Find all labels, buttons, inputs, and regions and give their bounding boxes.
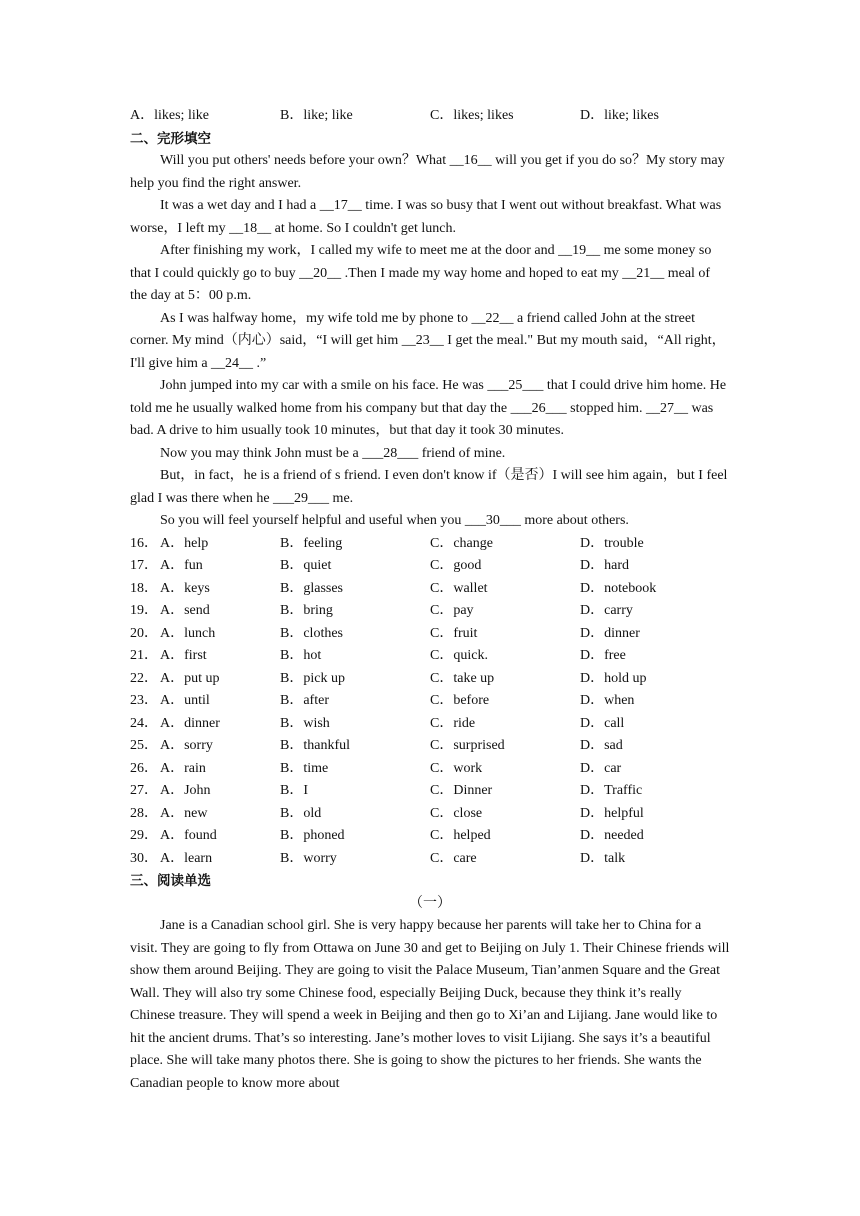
- cloze-paragraph: But，in fact，he is a friend of s friend. I even don't know if（是否）I will see him again，but I feel glad I was there when he ___29___ me.: [130, 468, 728, 506]
- question-number: 21．: [130, 648, 158, 663]
- option-row: [130, 735, 730, 758]
- option-b: B．old: [280, 805, 322, 821]
- option-b: B．hot: [280, 648, 322, 663]
- option-a-text: A．found: [160, 828, 217, 843]
- option-a-text: A．rain: [160, 760, 206, 776]
- cloze-paragraph: Now you may think John must be a ___28___ friend of mine.: [160, 445, 506, 461]
- option-c: C．wallet: [430, 580, 488, 596]
- option-d: D．Traffic: [580, 783, 643, 798]
- option-a: [130, 780, 280, 803]
- option-a: [130, 623, 280, 646]
- option-d: D．dinner: [580, 625, 640, 641]
- option-b: B．wish: [280, 715, 330, 731]
- option-d: D．free: [580, 648, 626, 663]
- cloze-paragraph: As I was halfway home，my wife told me by phone to __22__ a friend called John at the street corner. My mind（内心）said，“I will get him __23__ I get the meal." But my mouth said，“All right，I'll give him a __24__ .”: [130, 310, 726, 371]
- option-row: [130, 690, 730, 713]
- option-a: [130, 803, 280, 826]
- option-a-text: A．first: [160, 648, 207, 663]
- option-row: [130, 713, 730, 736]
- question-number: 19．: [130, 603, 158, 618]
- option-d: D．helpful: [580, 805, 644, 821]
- question-number: 29．: [130, 828, 158, 843]
- option-a: [130, 555, 280, 578]
- q15-option-c: C．likes; likes: [430, 108, 514, 123]
- option-a: [130, 578, 280, 601]
- option-b: B．I: [280, 783, 308, 798]
- option-d: D．call: [580, 715, 625, 731]
- option-b: B．glasses: [280, 580, 343, 596]
- cloze-paragraph: Will you put others' needs before your own？What __16__ will you get if you do so？My story may help you find the right answer.: [130, 153, 725, 191]
- option-b: B．thankful: [280, 738, 350, 753]
- option-c: C．good: [430, 558, 482, 573]
- option-c: C．work: [430, 760, 483, 776]
- question-number: 23．: [130, 693, 158, 708]
- option-row: [130, 578, 730, 601]
- cloze-paragraph: John jumped into my car with a smile on his face. He was ___25___ that I could drive him home. He told me he usually walked home from his company but that day the ___26___ stopped him. __27__ was bad. A drive to him usually took 10 minutes，but that day it took 30 minutes.: [130, 378, 727, 438]
- question-number: 20．: [130, 625, 158, 641]
- option-a: [130, 690, 280, 713]
- option-b: B．feeling: [280, 535, 343, 551]
- option-a-text: A．put up: [160, 670, 220, 686]
- section-2-heading: 二、完形填空: [130, 130, 211, 147]
- passage-1-label: （一）: [409, 895, 451, 911]
- option-a-text: A．John: [160, 783, 211, 798]
- option-row: [130, 600, 730, 623]
- question-number: 16．: [130, 535, 158, 551]
- cloze-options-list: [130, 533, 730, 871]
- option-a-text: A．sorry: [160, 738, 213, 753]
- option-row: [130, 645, 730, 668]
- option-a: [130, 600, 280, 623]
- option-c: C．care: [430, 850, 477, 866]
- option-a: [130, 713, 280, 736]
- option-d: D．sad: [580, 738, 623, 753]
- option-c: C．ride: [430, 715, 476, 731]
- option-b: B．worry: [280, 850, 337, 866]
- question-number: 30．: [130, 850, 158, 866]
- option-row: [130, 623, 730, 646]
- q15-option-a: A．likes; like: [130, 108, 209, 123]
- option-row: [130, 848, 730, 871]
- question-number: 24．: [130, 715, 158, 731]
- option-c: C．Dinner: [430, 783, 493, 798]
- option-b: B．clothes: [280, 625, 343, 641]
- option-row: [130, 533, 730, 556]
- option-c: C．fruit: [430, 625, 478, 641]
- option-c: C．surprised: [430, 738, 505, 753]
- option-c: C．take up: [430, 670, 495, 686]
- option-a-text: A．until: [160, 693, 210, 708]
- question-number: 27．: [130, 783, 158, 798]
- option-d: D．notebook: [580, 580, 657, 596]
- option-d: D．carry: [580, 603, 633, 618]
- option-c: C．close: [430, 805, 483, 821]
- option-d: D．needed: [580, 828, 644, 843]
- option-a: [130, 533, 280, 556]
- cloze-paragraph: So you will feel yourself helpful and useful when you ___30___ more about others.: [160, 513, 629, 528]
- option-d: D．talk: [580, 850, 626, 866]
- option-a-text: A．dinner: [160, 715, 220, 731]
- question-number: 17．: [130, 558, 158, 573]
- q15-options: [130, 105, 730, 128]
- option-c: C．change: [430, 535, 493, 551]
- option-b: B．pick up: [280, 670, 345, 686]
- question-number: 28．: [130, 805, 158, 821]
- question-number: 22．: [130, 670, 158, 686]
- option-c: C．quick.: [430, 648, 488, 663]
- option-c: C．helped: [430, 828, 491, 843]
- q15-option-d: D．like; likes: [580, 108, 659, 123]
- option-row: [130, 668, 730, 691]
- option-b: B．phoned: [280, 828, 345, 843]
- option-a-text: A．learn: [160, 850, 213, 866]
- option-a: [130, 758, 280, 781]
- question-number: 18．: [130, 580, 158, 596]
- option-a: [130, 848, 280, 871]
- option-a: [130, 825, 280, 848]
- option-a-text: A．new: [160, 805, 208, 821]
- question-number: 26．: [130, 760, 158, 776]
- option-row: [130, 803, 730, 826]
- option-row: [130, 555, 730, 578]
- option-a: [130, 735, 280, 758]
- option-a: [130, 668, 280, 691]
- option-d: D．trouble: [580, 535, 644, 551]
- option-d: D．hard: [580, 558, 629, 573]
- question-number: 25．: [130, 738, 158, 753]
- option-a-text: A．send: [160, 603, 210, 618]
- option-c: C．before: [430, 693, 490, 708]
- option-row: [130, 780, 730, 803]
- option-a: [130, 645, 280, 668]
- option-a-text: A．keys: [160, 580, 210, 596]
- option-b: B．time: [280, 760, 329, 776]
- option-d: D．when: [580, 693, 635, 708]
- cloze-paragraph: After finishing my work，I called my wife to meet me at the door and __19__ me some money so that I could quickly go to buy __20__ .Then I made my way home and hoped to eat my __21__ meal of the day at 5：00 p.m.: [130, 243, 712, 303]
- option-a-text: A．lunch: [160, 625, 216, 641]
- option-a-text: A．help: [160, 535, 209, 551]
- option-b: B．bring: [280, 603, 333, 618]
- option-c: C．pay: [430, 603, 474, 618]
- section-3-heading: 三、阅读单选: [130, 873, 211, 889]
- document-page: [130, 105, 730, 1095]
- option-row: [130, 758, 730, 781]
- option-d: D．hold up: [580, 670, 647, 686]
- option-b: B．quiet: [280, 558, 332, 573]
- cloze-passage: [130, 150, 730, 533]
- option-row: [130, 825, 730, 848]
- cloze-paragraph: It was a wet day and I had a __17__ time. I was so busy that I went out without breakfast. What was worse，I left my __18__ at home. So I couldn't get lunch.: [130, 198, 722, 236]
- q15-option-b: B．like; like: [280, 108, 353, 123]
- reading-passage-1: Jane is a Canadian school girl. She is very happy because her parents will take her to China for a visit. They are going to fly from Ottawa on June 30 and get to Beijing on July 1. Their Chinese friends will show them around Beijing. They are going to visit the Palace Museum, Tian’anmen Square and the Great Wall. They will also try some Chinese food, especially Beijing Duck, because they think it’s really Chinese treasure. They will spend a week in Beijing and then go to Xi’an and Lijiang. Jane would like to hit the ancient drums. That’s so interesting. Jane’s mother loves to visit Lijiang. She says it’s a beautiful place. She will take many photos there. She is going to show the pictures to her friends. She wants the Canadian people to know more about: [130, 918, 730, 1091]
- option-a-text: A．fun: [160, 558, 203, 573]
- option-b: B．after: [280, 693, 329, 708]
- option-d: D．car: [580, 760, 622, 776]
